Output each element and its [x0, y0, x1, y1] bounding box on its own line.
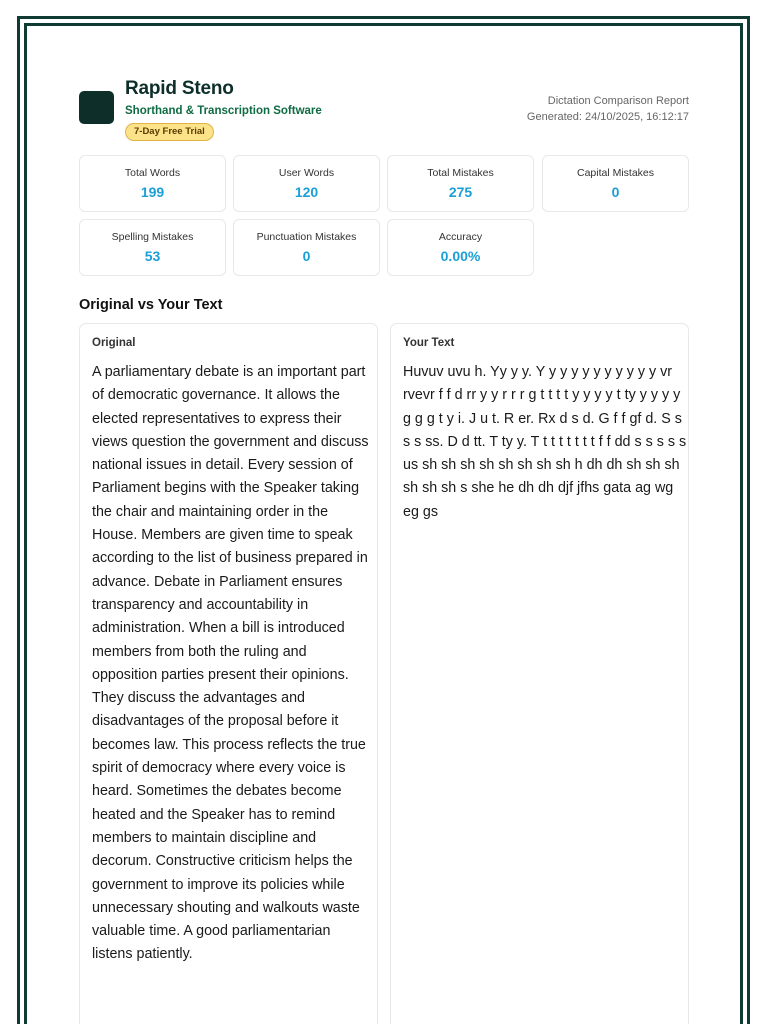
- stat-label: User Words: [278, 167, 335, 179]
- report-meta: [527, 93, 689, 125]
- stat-label: Spelling Mistakes: [111, 231, 194, 243]
- stat-value: 199: [140, 184, 165, 200]
- stat-label: Total Words: [124, 167, 181, 179]
- stat-total-mistakes: [387, 155, 534, 212]
- stat-label: Punctuation Mistakes: [256, 231, 357, 243]
- stat-label: Capital Mistakes: [576, 167, 655, 179]
- user-panel-title: Your Text: [403, 337, 455, 349]
- report-title: Dictation Comparison Report: [547, 95, 689, 107]
- report-generated: Generated: 24/10/2025, 16:12:17: [526, 111, 689, 123]
- stat-total-words: [79, 155, 226, 212]
- app-logo: [79, 91, 114, 124]
- stat-capital-mistakes: [542, 155, 689, 212]
- stat-spelling-mistakes: [79, 219, 226, 276]
- stat-label: Total Mistakes: [427, 167, 494, 179]
- trial-badge: 7-Day Free Trial: [125, 123, 214, 141]
- stat-value: 0.00%: [440, 248, 481, 264]
- stat-label: Accuracy: [438, 231, 483, 243]
- user-text: Huvuv uvu h. Yy y y. Y y y y y y y y y y y vr rvevr f f d rr y y r r r g t t t t y y y y t ty y y y y g g g t y i. J u t. R er. Rx d s d. G f f gf d. S s s s ss. D d tt. T ty y. T t t t t t t t f f dd s s s s s us sh sh sh sh sh sh sh sh h dh dh sh sh sh sh sh sh s she he dh dh djf jfhs gata ag wg eg gs: [403, 364, 687, 520]
- stat-user-words: [233, 155, 380, 212]
- original-panel-title: Original: [92, 337, 136, 349]
- user-text-panel: [390, 323, 689, 1024]
- stat-value: 53: [144, 248, 161, 264]
- stat-value: 0: [611, 184, 620, 200]
- original-text: A parliamentary debate is an important part of democratic governance. It allows the elected representatives to express their views question the government and discuss national issues in detail. Every session of Parliament begins with the Speaker taking the chair and maintaining order in the House. Members are given time to speak according to the list of business prepared in advance. Debate in Parliament ensures transparency and accountability in administration. When a bill is introduced members from both the ruling and opposition parties present their opinions. They discuss the advantages and disadvantages of the proposal before it becomes law. This process reflects the true spirit of democracy where every voice is heard. Sometimes the debates become heated and the Speaker has to remind members to maintain discipline and decorum. Constructive criticism helps the government to improve its policies while unnecessary shouting and walkouts waste valuable time. A good parliamentarian listens patiently.: [92, 364, 369, 963]
- comparison-section-title: Original vs Your Text: [79, 297, 223, 313]
- stat-accuracy: [387, 219, 534, 276]
- original-text-panel: [79, 323, 378, 1024]
- stat-value: 120: [294, 184, 319, 200]
- stat-value: 275: [448, 184, 473, 200]
- brand-name: Rapid Steno: [125, 78, 234, 99]
- brand-subtitle: Shorthand & Transcription Software: [125, 105, 322, 117]
- stat-value: 0: [302, 248, 311, 264]
- stat-punctuation-mistakes: [233, 219, 380, 276]
- report-header: [79, 78, 689, 142]
- brand-block: [125, 78, 322, 141]
